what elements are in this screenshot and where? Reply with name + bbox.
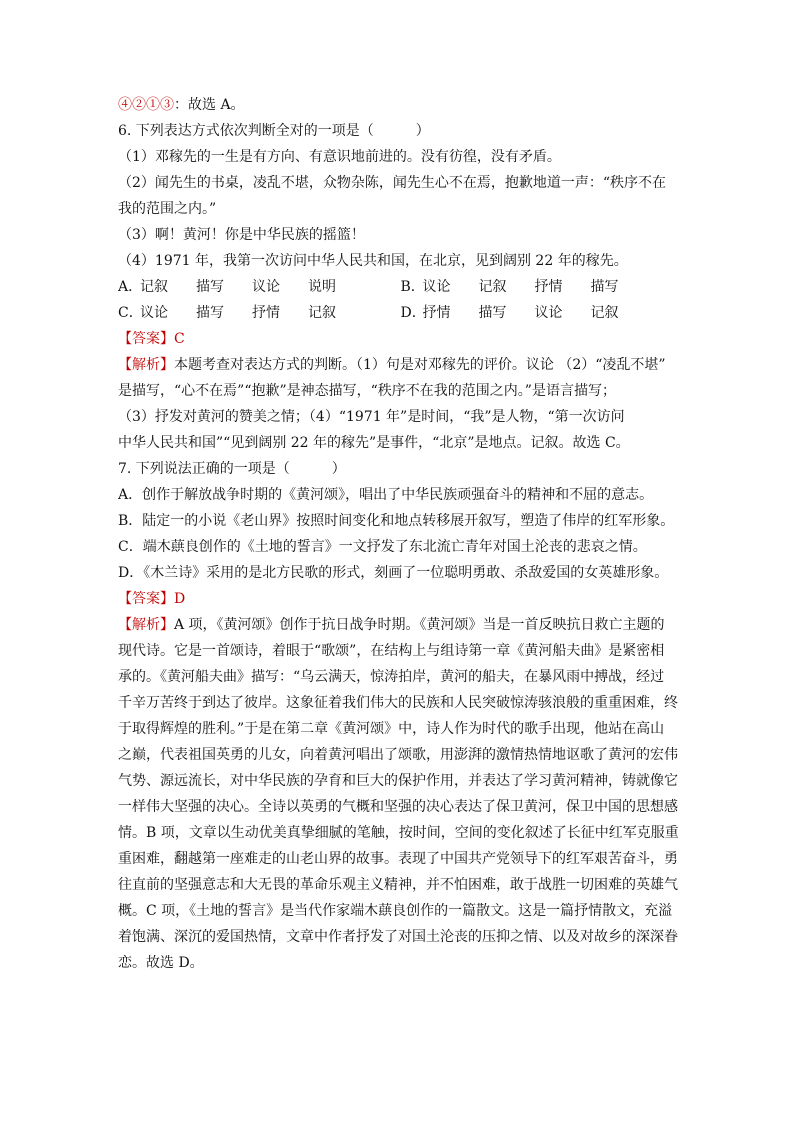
q7-option-c[interactable]: C．端木蕻良创作的《土地的誓言》一文抒发了东北流亡青年对国土沦丧的悲哀之情。 — [118, 539, 647, 555]
q6-item-2-cont: 我的范围之内。” — [118, 201, 217, 217]
q7-analysis-line-11: 往直前的坚强意志和大无畏的革命乐观主义精神，并不怕困难，敢于战胜一切困难的英雄气 — [118, 877, 678, 893]
q7-analysis-line-14: 恋。故选 D。 — [118, 955, 204, 971]
q6-analysis-line-3: （3）抒发对黄河的赞美之情；（4）“1971 年”是时间，“我”是人物，“第一次访问 — [118, 409, 625, 425]
q6-stem: 6. 下列表达方式依次判断全对的一项是（ ） — [118, 123, 430, 139]
q7-analysis-line-4: 千辛万苦终于到达了彼岸。这象征着我们伟大的民族和人民突破惊涛骇浪般的重重困难，终 — [118, 695, 678, 711]
q6-option-b[interactable]: B． 议论 记叙 抒情 描写 — [400, 279, 619, 295]
q6-option-a[interactable]: A． 记叙 描写 议论 说明 — [118, 279, 336, 295]
q7-analysis-line-9: 情。B 项，文章以生动优美真挚细腻的笔触，按时间，空间的变化叙述了长征中红军克服重 — [118, 825, 679, 841]
q7-answer-label: 【答案】 — [118, 591, 174, 607]
q6-option-d[interactable]: D． 抒情 描写 议论 记叙 — [400, 305, 619, 321]
q6-analysis-line-1: 【解析】本题考查对表达方式的判断。（1）句是对邓稼先的评价。议论 （2）“凌乱不堪” — [118, 357, 666, 373]
q6-item-4: （4）1971 年，我第一次访问中华人民共和国，在北京，见到阔别 22 年的稼先。 — [118, 253, 628, 269]
q7-analysis-line-13: 着饱满、深沉的爱国热情，文章中作者抒发了对国土沦丧的压抑之情、以及对故乡的深深眷 — [118, 929, 678, 945]
q6-answer — [118, 326, 683, 352]
q6-options-row-1 — [118, 274, 683, 300]
q7-option-d[interactable]: D．《木兰诗》采用的是北方民歌的形式，刻画了一位聪明勇敢、杀敌爱国的女英雄形象。 — [118, 565, 669, 581]
prev-answer-tail — [118, 92, 683, 118]
q6-options-row-2 — [118, 300, 683, 326]
q6-answer-value: C — [174, 331, 185, 347]
q7-analysis-line-8: 一样伟大坚强的决心。全诗以英勇的气概和坚强的决心表达了保卫黄河，保卫中国的思想感 — [118, 799, 678, 815]
q6-analysis-line-2: 是描写，“心不在焉”“抱歉”是神态描写，“秩序不在我的范围之内。”是语言描写； — [118, 383, 616, 399]
q7-analysis-line-2: 现代诗。它是一首颂诗，着眼于“歌颂”，在结构上与组诗第一章《黄河船夫曲》是紧密相 — [118, 643, 665, 659]
q7-stem: 7. 下列说法正确的一项是（ ） — [118, 461, 346, 477]
q7-analysis-line-12: 概。C 项，《土地的誓言》是当代作家端木蕻良创作的一篇散文。这是一篇抒情散文，充溢 — [118, 903, 673, 919]
q6-item-1: （1）邓稼先的一生是有方向、有意识地前进的。没有彷徨，没有矛盾。 — [118, 149, 561, 165]
q7-analysis-label: 【解析】 — [118, 617, 174, 633]
q7-answer — [118, 586, 683, 612]
prev-answer-choice: ：故选 A。 — [174, 97, 245, 113]
q7-answer-value: D — [174, 591, 186, 607]
q6-item-2: （2）闻先生的书桌，凌乱不堪，众物杂陈，闻先生心不在焉，抱歉地道一声：“秩序不在 — [118, 175, 667, 191]
document-body — [118, 92, 683, 976]
q7-analysis-line-5: 于取得辉煌的胜利。”于是在第二章《黄河颂》中，诗人作为时代的歌手出现，他站在高山 — [118, 721, 665, 737]
q7-analysis-line-6: 之巅，代表祖国英勇的儿女，向着黄河唱出了颂歌，用澎湃的激情热情地讴歌了黄河的宏伟 — [118, 747, 678, 763]
prev-answer-order: ④②①③ — [118, 97, 174, 113]
q6-analysis-line-4: 中华人民共和国”“见到阔别 22 年的稼先”是事件，“北京”是地点。记叙。故选 C。 — [118, 435, 630, 451]
q7-option-a[interactable]: A．创作于解放战争时期的《黄河颂》，唱出了中华民族顽强奋斗的精神和不屈的意志。 — [118, 487, 654, 503]
q6-item-3: （3）啊！黄河！你是中华民族的摇篮！ — [118, 227, 365, 243]
q7-analysis-line-10: 重困难，翻越第一座难走的山老山界的故事。表现了中国共产党领导下的红军艰苦奋斗，勇 — [118, 851, 678, 867]
q7-analysis-line-3: 承的。《黄河船夫曲》描写：“乌云满天，惊涛拍岸，黄河的船夫，在暴风雨中搏战，经过 — [118, 669, 665, 685]
q7-analysis-line-7: 气势、源远流长，对中华民族的孕育和巨大的保护作用，并表达了学习黄河精神，铸就像它 — [118, 773, 678, 789]
q7-analysis-line-1: 【解析】A 项，《黄河颂》创作于抗日战争时期。《黄河颂》当是一首反映抗日救亡主题的 — [118, 617, 665, 633]
q6-analysis-label: 【解析】 — [118, 357, 174, 373]
q7-option-b[interactable]: B．陆定一的小说《老山界》按照时间变化和地点转移展开叙写，塑造了伟岸的红军形象。 — [118, 513, 675, 529]
q6-option-c[interactable]: C． 议论 描写 抒情 记叙 — [118, 305, 336, 321]
q6-answer-label: 【答案】 — [118, 331, 174, 347]
